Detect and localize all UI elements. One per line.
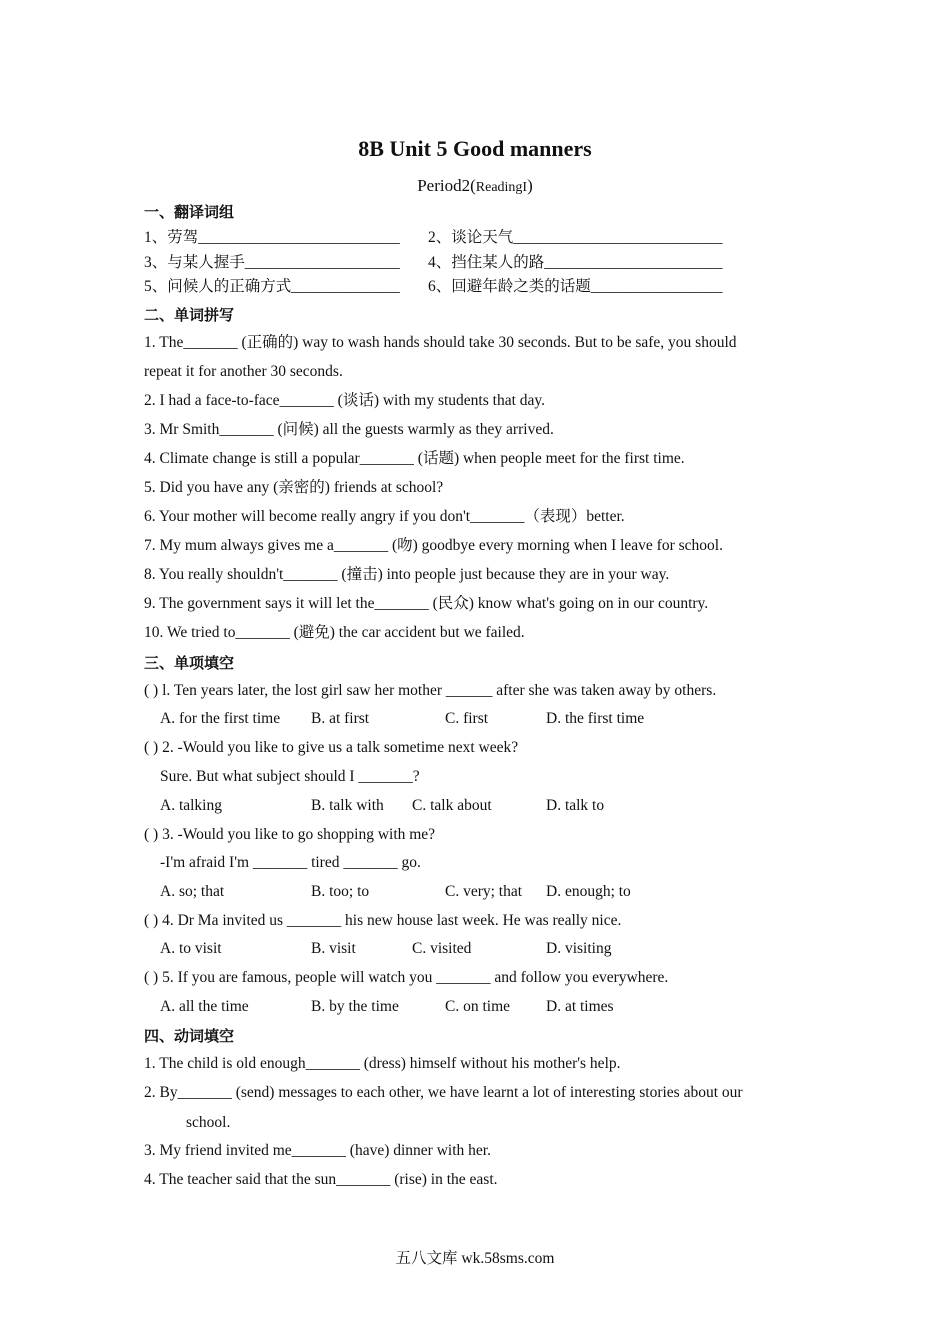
subtitle-main: Period2(	[417, 176, 476, 195]
spelling-item: 7. My mum always gives me a_______ (吻) goodbye every morning when I leave for school.	[144, 537, 723, 554]
option-a: A. for the first time	[160, 710, 281, 727]
phrase-item: 2、谈论天气___________________________	[428, 229, 723, 246]
phrase-item: 6、回避年龄之类的话题_________________	[428, 278, 723, 295]
option-b: B. talk with	[311, 797, 384, 814]
section2-heading: 二、单词拼写	[144, 306, 235, 324]
option-d: D. talk to	[546, 797, 605, 814]
option-d: D. the first time	[546, 710, 645, 727]
verb-item: 3. My friend invited me_______ (have) dinner with her.	[144, 1142, 491, 1159]
option-b: B. at first	[311, 710, 370, 727]
option-d: D. enough; to	[546, 883, 631, 900]
option-b: B. too; to	[311, 883, 370, 900]
spelling-item: 9. The government says it will let the_______ (民众) know what's going on in our country.	[144, 595, 709, 612]
option-b: B. by the time	[311, 998, 399, 1015]
question-sub: Sure. But what subject should I _______?	[160, 768, 420, 785]
question-stem: ( ) 3. -Would you like to go shopping with me?	[144, 826, 436, 843]
option-b: B. visit	[311, 940, 356, 957]
phrase-item: 5、问候人的正确方式______________	[144, 278, 400, 295]
option-a: A. talking	[160, 797, 222, 814]
option-d: D. visiting	[546, 940, 612, 957]
option-a: A. to visit	[160, 940, 222, 957]
question-stem: ( ) 5. If you are famous, people will watch you _______ and follow you everywhere.	[144, 969, 669, 986]
verb-item-continuation: school.	[186, 1114, 231, 1131]
spelling-item: repeat it for another 30 seconds.	[144, 363, 343, 380]
document-title: 8B Unit 5 Good manners	[358, 136, 592, 161]
spelling-item: 1. The_______ (正确的) way to wash hands should take 30 seconds. But to be safe, you should	[144, 334, 737, 351]
option-c: C. first	[445, 710, 489, 727]
subtitle-end: )	[527, 176, 533, 195]
spelling-item: 4. Climate change is still a popular_______ (话题) when people meet for the first time.	[144, 450, 685, 467]
section4-heading: 四、动词填空	[144, 1027, 235, 1045]
option-c: C. talk about	[412, 797, 492, 814]
question-stem: ( ) 2. -Would you like to give us a talk sometime next week?	[144, 739, 519, 756]
section3-heading: 三、单项填空	[144, 654, 235, 672]
option-c: C. visited	[412, 940, 472, 957]
option-c: C. very; that	[445, 883, 523, 900]
option-d: D. at times	[546, 998, 614, 1015]
option-c: C. on time	[445, 998, 511, 1015]
verb-item: 2. By_______ (send) messages to each other, we have learnt a lot of interesting stories about our	[144, 1084, 743, 1101]
question-sub: -I'm afraid I'm _______ tired _______ go.	[160, 854, 421, 871]
spelling-item: 10. We tried to_______ (避免) the car accident but we failed.	[144, 624, 525, 641]
phrase-item: 3、与某人握手____________________	[144, 254, 400, 271]
phrase-item: 1、劳驾__________________________	[144, 229, 400, 246]
section1-heading: 一、翻译词组	[144, 203, 235, 221]
question-stem: ( ) l. Ten years later, the lost girl saw her mother ______ after she was taken away by others.	[144, 682, 717, 699]
document-subtitle	[0, 176, 950, 196]
spelling-item: 6. Your mother will become really angry if you don't_______（表现）better.	[144, 508, 625, 525]
verb-item: 4. The teacher said that the sun_______ (rise) in the east.	[144, 1171, 498, 1188]
spelling-item: 3. Mr Smith_______ (问候) all the guests warmly as they arrived.	[144, 421, 554, 438]
question-stem: ( ) 4. Dr Ma invited us _______ his new house last week. He was really nice.	[144, 912, 622, 929]
verb-item: 1. The child is old enough_______ (dress) himself without his mother's help.	[144, 1055, 621, 1072]
spelling-item: 5. Did you have any (亲密的) friends at school?	[144, 479, 444, 496]
subtitle-small: ReadingI	[475, 180, 528, 195]
option-a: A. all the time	[160, 998, 249, 1015]
spelling-item: 2. I had a face-to-face_______ (谈话) with my students that day.	[144, 392, 546, 409]
footer-watermark: 五八文库 wk.58sms.com	[395, 1250, 555, 1267]
option-a: A. so; that	[160, 883, 225, 900]
spelling-item: 8. You really shouldn't_______ (撞击) into people just because they are in your way.	[144, 566, 670, 583]
phrase-item: 4、挡住某人的路_______________________	[428, 254, 723, 271]
